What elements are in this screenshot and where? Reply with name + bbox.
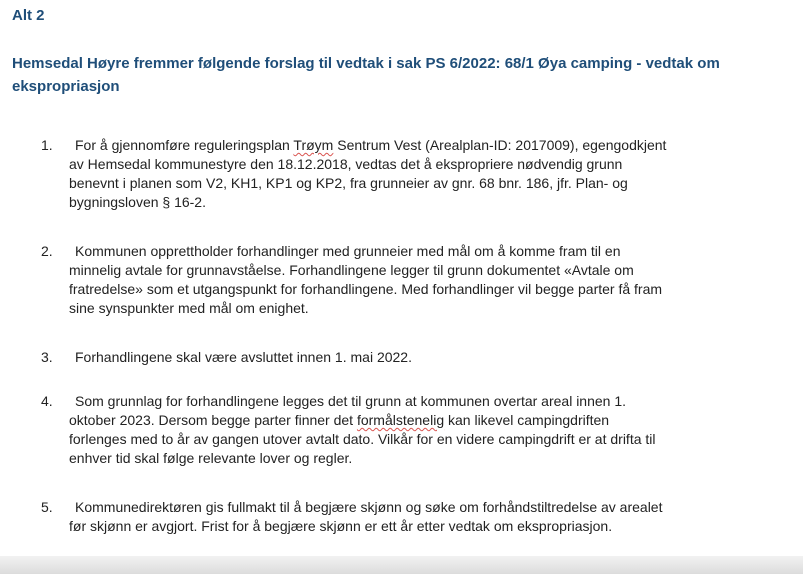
- item-line: Kommunedirektøren gis fullmakt til å begjære skjønn og søke om forhåndstiltredelse av arealet: [75, 499, 663, 515]
- item-line: av Hemsedal kommunestyre den 18.12.2018, vedtas det å ekspropriere nødvendig grunn: [69, 156, 623, 172]
- item-text: [69, 348, 769, 367]
- item-line: sine synspunkter med mål om enighet.: [69, 300, 309, 316]
- item-line: Som grunnlag for forhandlingene legges det til grunn at kommunen overtar areal innen 1.: [75, 393, 627, 409]
- text-segment: oktober 2023. Dersom begge parter finner det: [69, 412, 357, 428]
- text-segment: kan likevel campingdriften: [444, 412, 610, 428]
- spellcheck-flagged-word[interactable]: Trøym: [293, 137, 334, 153]
- item-number: 4.: [41, 393, 53, 409]
- item-line: [69, 136, 769, 155]
- item-number: 1.: [41, 137, 53, 153]
- proposal-heading: Hemsedal Høyre fremmer følgende forslag til vedtak i sak PS 6/2022: 68/1 Øya camping - vedtak om ekspropriasjon: [12, 55, 720, 95]
- item-line: benevnt i planen som V2, KH1, KP1 og KP2, fra grunneier av gnr. 68 bnr. 186, jfr. Plan- og: [69, 175, 628, 191]
- item-number: 3.: [41, 349, 53, 365]
- item-line: forlenges med to år av gangen utover avtalt dato. Vilkår for en videre campingdrift er at drifta til: [69, 431, 656, 447]
- item-text: [69, 242, 769, 318]
- text-segment: For å gjennomføre reguleringsplan: [75, 137, 294, 153]
- item-text: [69, 498, 769, 536]
- item-line: [69, 411, 769, 430]
- bottom-shadow: [0, 556, 803, 574]
- item-line: minnelig avtale for grunnavståelse. Forhandlingene legger til grunn dokumentet «Avtale om: [69, 262, 634, 278]
- item-number: 5.: [41, 499, 53, 515]
- item-line: Kommunen opprettholder forhandlinger med grunneier med mål om å komme fram til en: [75, 243, 621, 259]
- item-line: fratredelse» som et utgangspunkt for forhandlingene. Med forhandlinger vil begge parter få fram: [69, 281, 663, 297]
- item-text: [69, 136, 769, 212]
- text-segment: Sentrum Vest (Arealplan-ID: 2017009), egengodkjent: [333, 137, 667, 153]
- spellcheck-flagged-word[interactable]: formålstenelig: [356, 412, 445, 428]
- item-line: Forhandlingene skal være avsluttet innen 1. mai 2022.: [75, 349, 412, 365]
- item-line: enhver tid skal følge relevante lover og regler.: [69, 450, 353, 466]
- alternative-label: Alt 2: [12, 7, 45, 24]
- item-line: bygningsloven § 16-2.: [69, 194, 206, 210]
- item-line: før skjønn er avgjort. Frist for å begjære skjønn er ett år etter vedtak om ekspropriasjon.: [69, 518, 613, 534]
- item-text: [69, 392, 769, 468]
- item-number: 2.: [41, 243, 53, 259]
